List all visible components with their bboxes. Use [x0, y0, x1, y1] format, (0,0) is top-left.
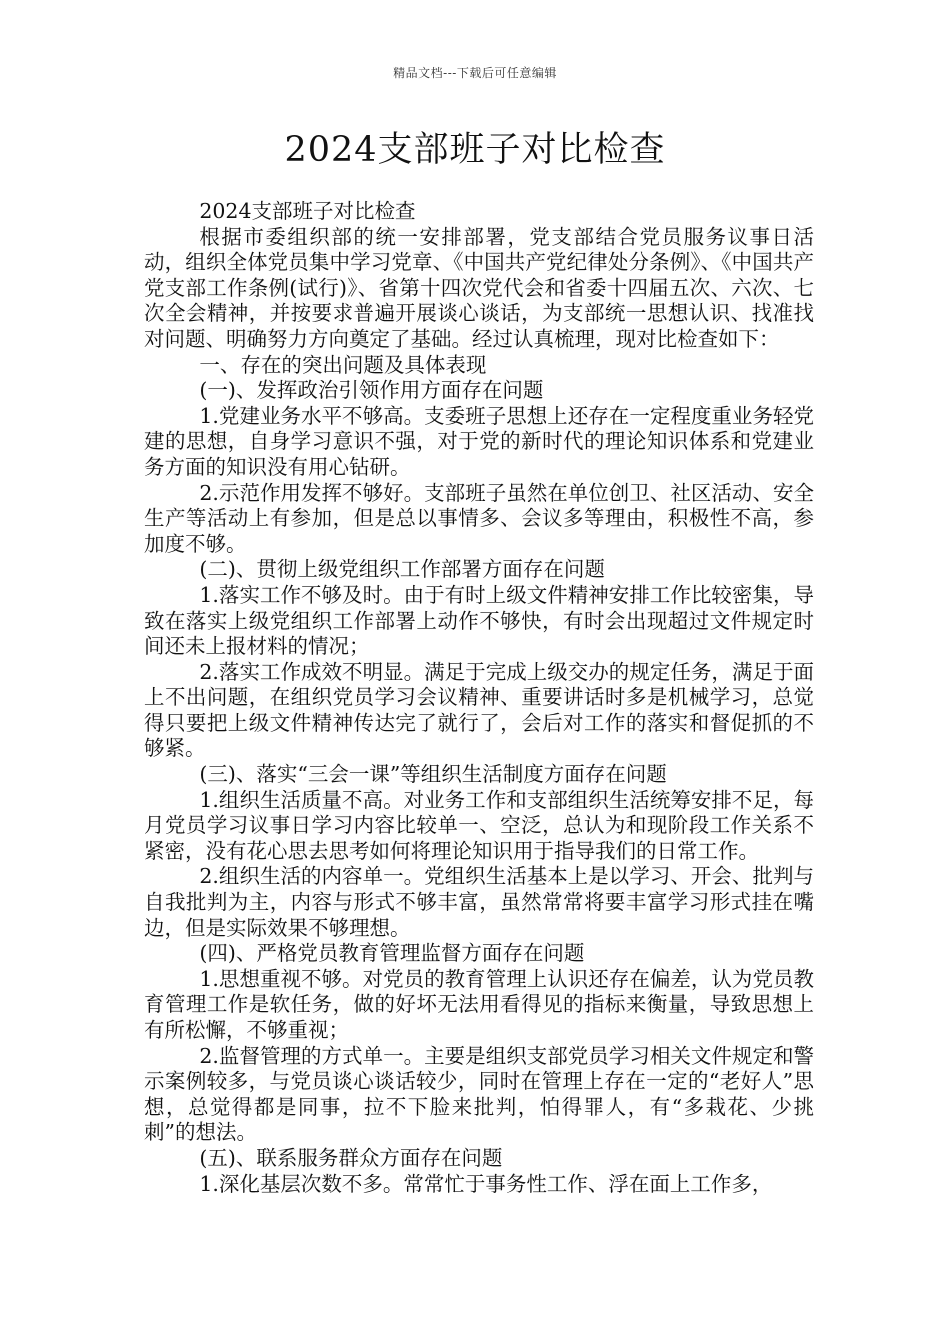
paragraph-item: 2.示范作用发挥不够好。支部班子虽然在单位创卫、社区活动、安全生产等活动上有参加，但是总以事情多、会议多等理由，积极性不高，参加度不够。 — [144, 480, 814, 556]
paragraph-item: 1.落实工作不够及时。由于有时上级文件精神安排工作比较密集，导致在落实上级党组织工作部署上动作不够快，有时会出现超过文件规定时间还未上报材料的情况； — [144, 582, 814, 659]
paragraph-item: 1.党建业务水平不够高。支委班子思想上还存在一定程度重业务轻党建的思想，自身学习意识不强，对于党的新时代的理论知识体系和党建业务方面的知识没有用心钻研。 — [144, 403, 814, 479]
subsection-heading-5: (五)、联系服务群众方面存在问题 — [199, 1145, 503, 1170]
paragraph-item: 2.监督管理的方式单一。主要是组织支部党员学习相关文件规定和警示案例较多，与党员谈心谈话较少，同时在管理上存在一定的“老好人”思想，总觉得都是同事，拉不下脸来批判，怕得罪人，有“多栽花、少挑刺”的想法。 — [144, 1043, 814, 1145]
document-title: 2024支部班子对比检查 — [284, 130, 666, 170]
paragraph-intro: 根据市委组织部的统一安排部署，党支部结合党员服务议事日活动，组织全体党员集中学习党章、《中国共产党纪律处分条例》、《中国共产党支部工作条例(试行)》、省第十四次党代会和省委十四届五次、六次、七次全会精神，并按要求普遍开展谈心谈话，为支部统一思想认识、找准找对问题、明确努力方向奠定了基础。经过认真梳理，现对比检查如下： — [144, 224, 814, 351]
subsection-heading-1: (一)、发挥政治引领作用方面存在问题 — [199, 378, 544, 403]
subsection-heading-3: (三)、落实“三会一课”等组织生活制度方面存在问题 — [199, 762, 667, 787]
paragraph-item: 1.思想重视不够。对党员的教育管理上认识还存在偏差，认为党员教育管理工作是软任务，做的好坏无法用看得见的指标来衡量，导致思想上有所松懈，不够重视； — [144, 966, 814, 1042]
section-heading-problems: 一、存在的突出问题及具体表现 — [199, 352, 487, 377]
page-header-note: 精品文档---下载后可任意编辑 — [393, 66, 557, 80]
document-body — [144, 199, 814, 1197]
paragraph-item: 2.落实工作成效不明显。满足于完成上级交办的规定任务，满足于面上不出问题，在组织党员学习会议精神、重要讲话时多是机械学习，总觉得只要把上级文件精神传达完了就行了，会后对工作的落实和督促抓的不够紧。 — [144, 659, 814, 761]
paragraph-item: 2.组织生活的内容单一。党组织生活基本上是以学习、开会、批判与自我批判为主，内容与形式不够丰富，虽然常常将要丰富学习形式挂在嘴边，但是实际效果不够理想。 — [144, 864, 814, 940]
subsection-heading-2: (二)、贯彻上级党组织工作部署方面存在问题 — [199, 557, 605, 582]
paragraph-item: 1.深化基层次数不多。常常忙于事务性工作、浮在面上工作多， — [199, 1171, 773, 1196]
paragraph-subtitle: 2024支部班子对比检查 — [199, 199, 416, 223]
subsection-heading-4: (四)、严格党员教育管理监督方面存在问题 — [199, 941, 585, 966]
paragraph-item: 1.组织生活质量不高。对业务工作和支部组织生活统筹安排不足，每月党员学习议事日学习内容比较单一、空泛，总认为和现阶段工作关系不紧密，没有花心思去思考如何将理论知识用于指导我们的日常工作。 — [144, 787, 814, 863]
